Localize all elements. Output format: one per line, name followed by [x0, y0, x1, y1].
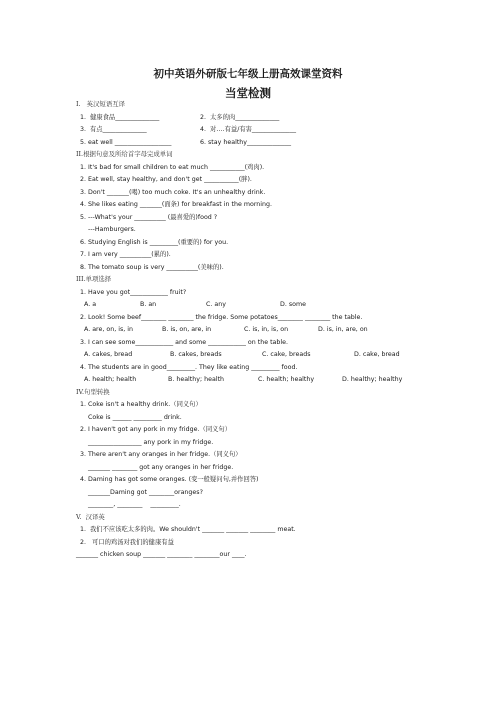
- s2-item: 5. ---What's your __________ (最喜爱的)food ?: [80, 214, 218, 221]
- s1-item: 2. 太多的肉______________: [200, 114, 280, 121]
- s5-line: 2. 可口的鸡汤对我们的健康有益: [80, 539, 174, 546]
- s2-item: 4. She likes eating _______(面条) for breakfast in the morning.: [80, 201, 273, 208]
- s4-line: _________________ any pork in my fridge.: [80, 439, 214, 446]
- option-d: D. is, in, are, on: [318, 326, 368, 333]
- option-c: C. cake, breads: [262, 351, 311, 358]
- option-b: B. is, on, are, in: [162, 326, 212, 333]
- s3-question: 4. The students are in good_________. They like eating _________ food.: [80, 364, 298, 371]
- s2-item: 7. I am very __________(累的).: [80, 251, 171, 258]
- s2-item: 6. Studying English is _________(重要的) for you.: [80, 239, 229, 246]
- s4-line: Coke is ______ _________ drink.: [80, 414, 182, 421]
- option-b: B. cakes, breads: [170, 351, 222, 358]
- s3-options-row: [0, 300, 306, 310]
- s2-item: 1. It's bad for small children to eat much ___________(鸡肉).: [80, 164, 265, 171]
- option-a: A. are, on, is, in: [84, 326, 134, 333]
- s5-line: 1. 我们不应该吃太多的肉。We shouldn't _______ _______ ________ meat.: [80, 526, 296, 533]
- section-2-heading: II.根据句意及所给首字母完成单词: [76, 150, 173, 158]
- option-b: B. an: [140, 301, 157, 308]
- option-d: D. cake, bread: [354, 351, 400, 358]
- s2-item: 8. The tomato soup is very __________(美味的).: [80, 264, 224, 271]
- s4-line: ________, ________ _________.: [80, 501, 181, 508]
- option-b: B. healthy; health: [168, 376, 225, 383]
- option-c: C. is, in, is, on: [244, 326, 289, 333]
- s3-question: 2. Look! Some beef________ ________ the fridge. Some potatoes________ ________ the table.: [80, 314, 363, 321]
- option-c: C. health; healthy: [258, 376, 315, 383]
- s2-item: 3. Don't _______(喝) too much coke. It's an unhealthy drink.: [80, 189, 266, 196]
- s4-line: 3. There aren't any oranges in her fridge.（同义句）: [80, 451, 242, 458]
- s4-line: 4. Daming has got some oranges. (变一般疑问句,并作回答): [80, 476, 259, 483]
- worksheet-title: 初中英语外研版七年级上册高效课堂资料: [153, 68, 343, 80]
- option-d: D. some: [280, 301, 306, 308]
- s4-line: 1. Coke isn't a healthy drink.（同义句）: [80, 401, 202, 408]
- option-a: A. cakes, bread: [84, 351, 133, 358]
- s2-item: ---Hamburgers.: [80, 226, 136, 233]
- s2-item: 2. Eat well, stay healthy, and don't get ___________(胖).: [80, 176, 252, 183]
- section-4-heading: IV.句型转换: [76, 388, 110, 396]
- s4-line: 2. I haven't got any pork in my fridge.（同义句）: [80, 426, 232, 433]
- option-d: D. healthy; healthy: [342, 376, 403, 383]
- s3-options-row: [0, 350, 400, 360]
- section-5-heading: V. 汉译英: [76, 513, 105, 521]
- s4-line: _______Daming got ________oranges?: [80, 489, 203, 496]
- s1-item: 6. stay healthy______________: [200, 139, 292, 146]
- s3-options-row: [0, 375, 403, 385]
- s1-item: 1. 健康食品______________: [80, 114, 160, 121]
- section-3-heading: III.单项选择: [76, 275, 112, 283]
- worksheet-subtitle: 当堂检测: [225, 86, 271, 100]
- s3-question: 3. I can see some____________ and some ____________ on the table.: [80, 339, 289, 346]
- s1-item: 3. 有点______________: [80, 126, 147, 133]
- option-c: C. any: [206, 301, 226, 308]
- s5-line: _______ chicken soup _______ ________ ________our ____.: [76, 551, 247, 558]
- option-a: A. a: [84, 301, 97, 308]
- option-a: A. health; health: [84, 376, 137, 383]
- s3-options-row: [0, 325, 368, 335]
- s1-item: 4. 对….有益/有害______________: [200, 126, 296, 133]
- s4-line: _______ ________ got any oranges in her fridge.: [80, 464, 234, 471]
- section-1-heading: I. 英汉短语互译: [76, 100, 125, 108]
- s1-item: 5. eat well __________________: [80, 139, 172, 146]
- s3-question: 1. Have you got____________ fruit?: [80, 289, 187, 296]
